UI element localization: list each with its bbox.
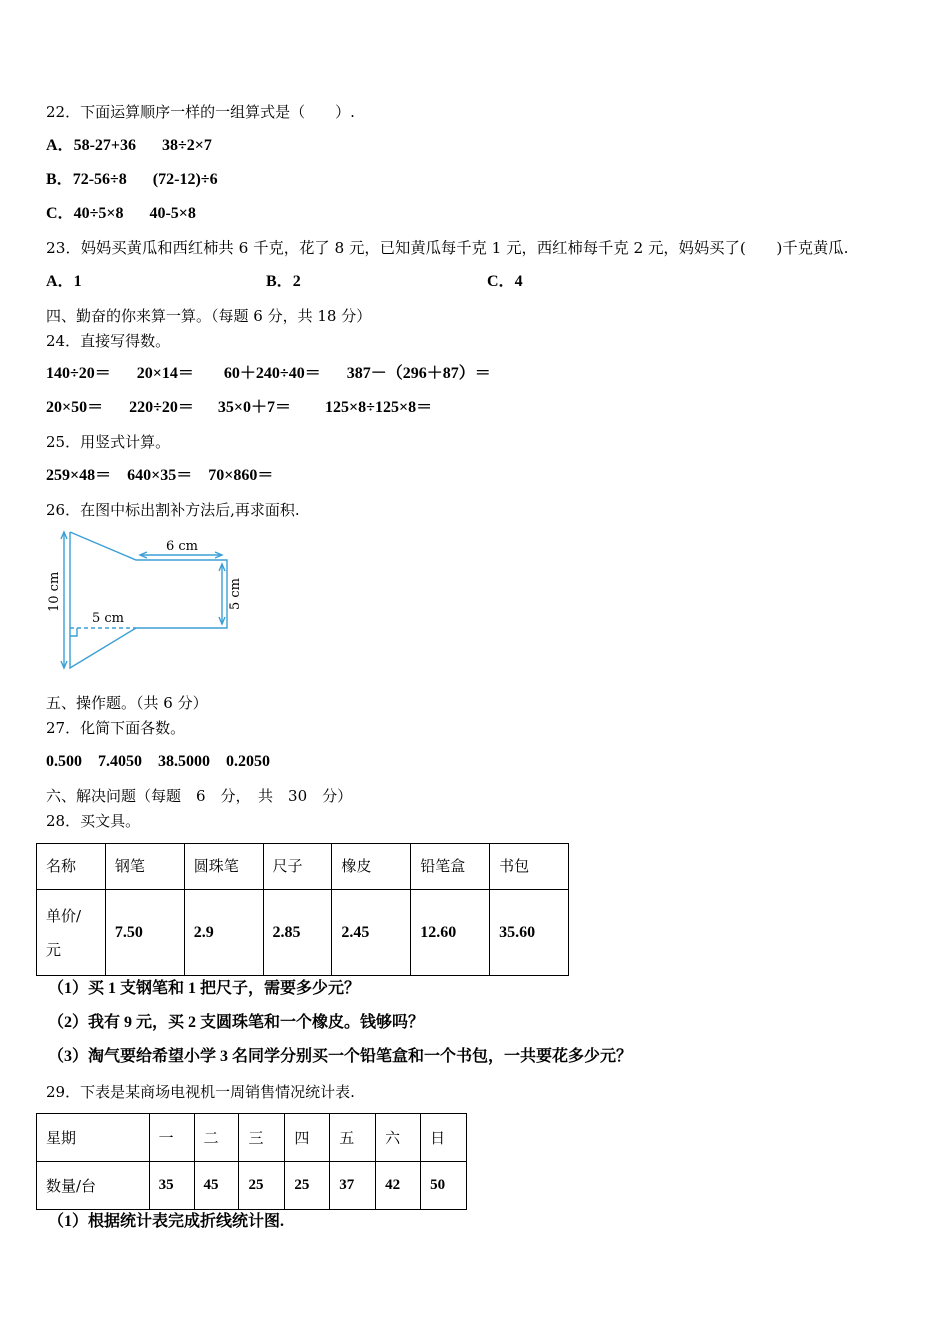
value-cell: 2.9 [184,890,263,976]
q24-row-2 [46,398,432,418]
q24-stem: 24．直接写得数。 [46,332,171,350]
option-expr-1: 58-27+36 [73,137,137,154]
q26-stem: 26．在图中标出割补方法后,再求面积. [46,501,300,519]
label-inner: 5 cm [92,611,125,626]
value-cell: 50 [421,1162,467,1210]
header-cell: 六 [376,1114,421,1162]
q27-items [46,752,270,772]
value-cell: 35.60 [490,890,569,976]
calc-item: 70×860＝ [208,467,274,484]
section-6-heading: 六、解决问题（每题 6 分， 共 30 分） [46,787,353,805]
option-label: A． [46,273,74,290]
q27-stem: 27．化简下面各数。 [46,719,186,737]
tv-sales-table [36,1113,467,1210]
calc-item: 125×8÷125×8＝ [325,399,433,416]
table-header-row [37,1114,467,1162]
calc-item: 640×35＝ [127,467,193,484]
q28-sub-3: （3）淘气要给希望小学 3 名同学分别买一个铅笔盒和一个书包，一共要花多少元？ [48,1048,633,1065]
header-cell: 一 [149,1114,194,1162]
calc-item: 60＋240÷40＝ [223,365,321,382]
value-cell: 2.45 [332,890,411,976]
value-cell: 45 [194,1162,239,1210]
option-label: B． [46,171,73,188]
header-cell: 二 [194,1114,239,1162]
trapezoid-figure [40,526,260,676]
option-value: 2 [292,273,301,290]
header-cell: 书包 [490,844,569,890]
option-label: A． [46,137,74,154]
table-row [37,1162,467,1210]
q25-stem: 25．用竖式计算。 [46,433,171,451]
header-cell: 名称 [37,844,106,890]
q29-stem: 29．下表是某商场电视机一周销售情况统计表. [46,1083,355,1101]
row-label-cell [37,890,106,976]
decimal-item: 0.2050 [226,753,270,770]
calc-item: 20×50＝ [46,399,104,416]
option-label: C． [46,205,74,222]
q22-option-b [46,170,218,190]
header-cell: 橡皮 [332,844,411,890]
q22-option-c [46,204,196,224]
header-cell: 五 [330,1114,376,1162]
option-label: B． [266,273,293,290]
option-value: 1 [73,273,82,290]
option-expr-1: 72-56÷8 [72,171,127,188]
value-cell: 42 [376,1162,421,1210]
q23-option-a [46,272,82,292]
label-right: 5 cm [228,577,243,610]
option-label: C． [487,273,515,290]
calc-item: 259×48＝ [46,467,112,484]
option-expr-2: (72-12)÷6 [152,171,218,188]
figure-outline [70,532,227,668]
table-row [37,890,569,976]
row-label-cell: 数量/台 [37,1162,150,1210]
q28-stem: 28．买文具。 [46,812,141,830]
row-label-line-1: 单价/ [46,906,82,925]
calc-item: 140÷20＝ [46,365,111,382]
q23-option-c [487,272,523,292]
header-cell: 星期 [37,1114,150,1162]
option-expr-2: 38÷2×7 [162,137,212,154]
header-cell: 日 [421,1114,467,1162]
header-cell: 圆珠笔 [184,844,263,890]
header-cell: 尺子 [263,844,332,890]
q28-sub-1: （1）买 1 支钢笔和 1 把尺子，需要多少元？ [48,980,361,997]
header-cell: 四 [285,1114,330,1162]
q22-option-a [46,136,212,156]
value-cell: 37 [330,1162,376,1210]
value-cell: 2.85 [263,890,332,976]
option-value: 4 [514,273,523,290]
table-header-row [37,844,569,890]
right-angle-mark [70,628,77,636]
stationery-price-table [36,843,569,976]
decimal-item: 7.4050 [98,753,142,770]
calc-item: 35×0＋7＝ [217,399,292,416]
option-expr-1: 40÷5×8 [73,205,124,222]
calc-item: 220÷20＝ [129,399,194,416]
header-cell: 钢笔 [105,844,184,890]
value-cell: 7.50 [105,890,184,976]
q24-row-1 [46,364,491,384]
q22-stem: 22．下面运算顺序一样的一组算式是（ ）. [46,103,355,121]
value-cell: 35 [149,1162,194,1210]
decimal-item: 38.5000 [158,753,210,770]
label-left: 10 cm [47,571,62,612]
value-cell: 12.60 [411,890,490,976]
section-4-heading: 四、勤奋的你来算一算。（每题 6 分，共 18 分） [46,307,372,325]
option-expr-2: 40-5×8 [149,205,196,222]
q23-option-b [266,272,301,292]
row-label-line-2: 元 [46,940,62,959]
calc-item: 387－（296＋87）＝ [346,365,491,382]
calc-item: 20×14＝ [136,365,194,382]
label-top: 6 cm [166,539,199,554]
header-cell: 铅笔盒 [411,844,490,890]
q23-stem: 23．妈妈买黄瓜和西红柿共 6 千克，花了 8 元，已知黄瓜每千克 1 元，西红柿每千克 2 元，妈妈买了( )千克黄瓜. [46,239,849,257]
q29-sub-1: （1）根据统计表完成折线统计图. [48,1213,285,1230]
q25-items [46,466,273,486]
header-cell: 三 [239,1114,285,1162]
value-cell: 25 [285,1162,330,1210]
decimal-item: 0.500 [46,753,82,770]
section-5-heading: 五、操作题。（共 6 分） [46,694,208,712]
q28-sub-2: （2）我有 9 元，买 2 支圆珠笔和一个橡皮。钱够吗？ [48,1014,425,1031]
value-cell: 25 [239,1162,285,1210]
